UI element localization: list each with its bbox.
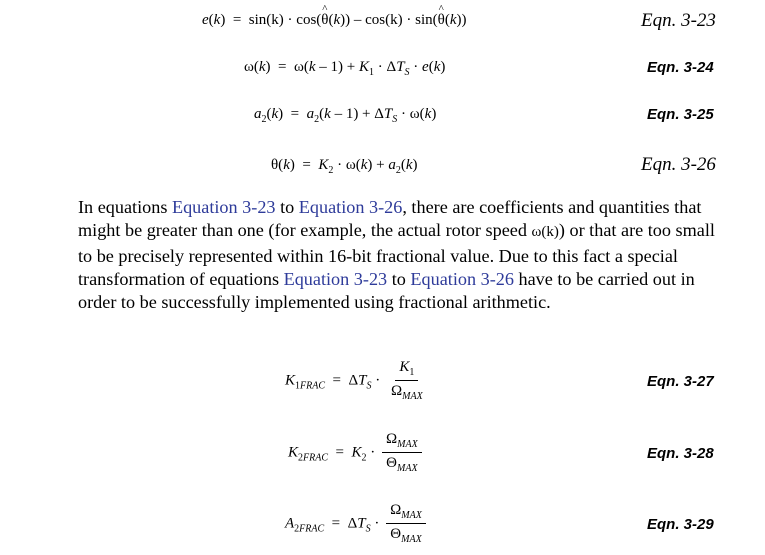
link-equation-3-26[interactable]: Equation 3-26 [410,268,514,289]
inline-math-omega: ω(k) [531,224,559,241]
equation-label-3-28: Eqn. 3-28 [647,445,714,462]
equation-3-23: e(k) = sin(k) · cos(^ θ(k)) – cos(k) · sin(^ θ(k)) [202,13,466,28]
equation-label-3-25: Eqn. 3-25 [647,106,714,123]
equation-3-26: $\theta(k) = K_2 \cdot \omega(k) + a_2(k)$ [271,157,418,176]
link-equation-3-23[interactable]: Equation 3-23 [283,268,388,289]
equation-label-3-23: Eqn. 3-23 [641,10,716,31]
link-equation-3-26[interactable]: Equation 3-26 [298,197,403,217]
paragraph-text: ) or that are too small to be precisely represented within 16-bit fractional value. Due to this fact a special transformation of equations [78,220,715,289]
equation-3-25: $a_2(k) = a_2(k - 1) + \Delta T_S \cdot \omega(k)$ [254,106,437,125]
paragraph-text: to [275,197,299,217]
paragraph-text: have to be carried out in order to be successfully implemented using fractional arithmetic. [78,268,695,313]
equation-3-27: $K_{1FRAC} = \Delta T_S$ · $\frac{K_1}{\Omega_{MAX}}$ [285,359,423,402]
paragraph-text: In equations [78,197,172,217]
equation-label-3-24: Eqn. 3-24 [647,59,714,76]
body-paragraph [78,196,728,314]
equation-label-3-27: Eqn. 3-27 [647,373,714,390]
equation-3-29: $A_{2FRAC} = \Delta T_S$ · $\frac{\Omega_{MAX}}{\Theta_{MAX}}$ [285,503,426,545]
link-equation-3-23[interactable]: Equation 3-23 [171,197,276,217]
equation-3-24: $\omega(k) = \omega(k - 1) + K_1 \cdot \Delta T_S \cdot e(k)$ [244,59,446,78]
equation-label-3-26: Eqn. 3-26 [641,154,716,175]
equation-3-28: $K_{2FRAC} = K_2$ · $\frac{\Omega_{MAX}}{\Theta_{MAX}}$ [288,432,422,474]
equation-label-3-29: Eqn. 3-29 [647,516,714,533]
paragraph-text: to [387,268,411,289]
paragraph-text: , there are coefficients and quantities that might be greater than one (for example, the actual rotor speed [78,197,702,241]
